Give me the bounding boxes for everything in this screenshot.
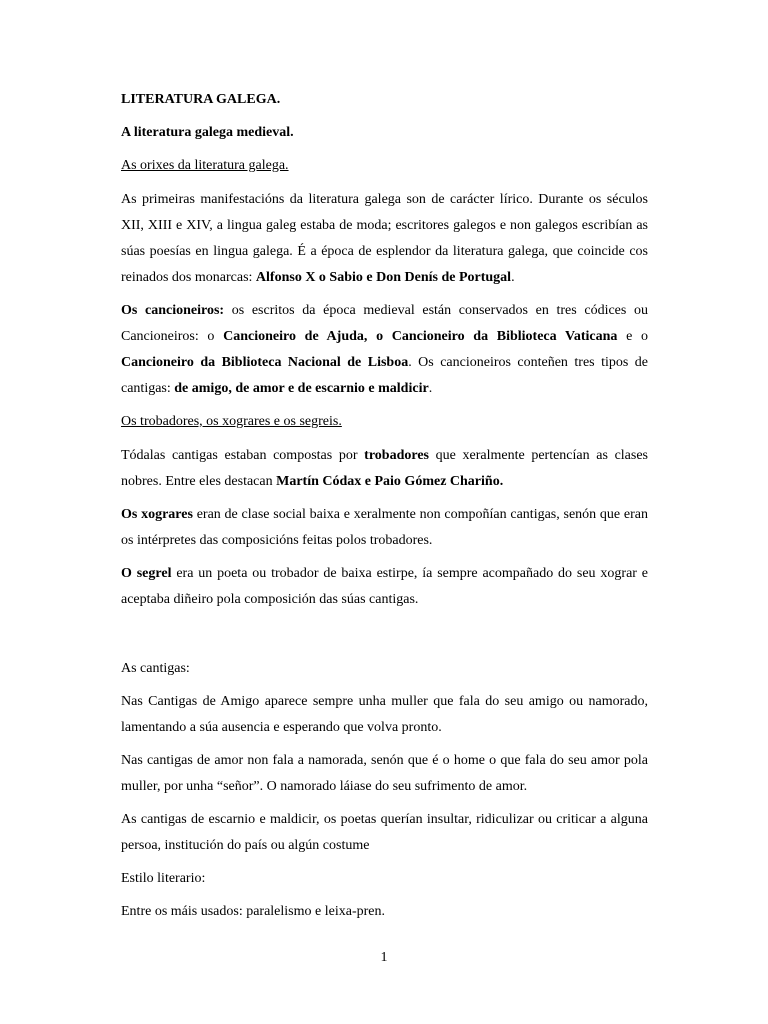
paragraph-xograres: [121, 502, 648, 554]
paragraph-origins: [121, 187, 648, 291]
paragraph-cantigas-amigo: Nas Cantigas de Amigo aparece sempre unha muller que fala do seu amigo ou namorado, lamentando a súa ausencia e esperando que volva pronto.: [121, 694, 648, 735]
paragraph-segrel: [121, 561, 648, 613]
cancioneiros-bold-1: Cancioneiro de Ajuda, o Cancioneiro da Biblioteca Vaticana: [223, 329, 618, 344]
page-number: 1: [380, 950, 388, 965]
segrel-lead: O segrel: [121, 566, 172, 581]
section-heading-origins: As orixes da literatura galega.: [121, 158, 289, 173]
cancioneiros-text-1: os escritos da época medieval están conservados en tres códices ou Cancioneiros: o: [121, 303, 648, 344]
paragraph-cantigas-amor: Nas cantigas de amor non fala a namorada, senón que é o home o que fala do seu amor pola muller, por unha “señor”. O namorado láiase do seu sufrimento de amor.: [121, 753, 648, 794]
section-heading-trobadores: Os trobadores, os xograres e os segreis.: [121, 414, 342, 429]
xograres-text: eran de clase social baixa e xeralmente non compoñían cantigas, senón que eran os intérpretes das composicións feitas polos trobadores.: [121, 507, 648, 548]
document-subtitle: [121, 120, 648, 146]
trobadores-bold-2: Martín Códax e Paio Gómez Chariño.: [276, 474, 504, 489]
cancioneiros-text-2: e o: [617, 329, 649, 344]
document-body: [121, 87, 648, 925]
trobadores-text-1: Tódalas cantigas estaban compostas por: [121, 448, 365, 463]
cancioneiros-end: .: [428, 381, 433, 396]
paragraph-estilo: Entre os máis usados: paralelismo e leixa-pren.: [121, 904, 385, 919]
trobadores-text-2: que xeralmente pertencían as clases nobres. Entre eles destacan: [121, 448, 648, 489]
paragraph-cancioneiros: [121, 298, 648, 402]
monarchs-names: Alfonso X o Sabio e Don Denís de Portugal: [255, 270, 512, 285]
section-heading-estilo: Estilo literario:: [121, 871, 206, 886]
subtitle-text: A literatura galega medieval.: [121, 125, 294, 140]
paragraph-trobadores: [121, 443, 648, 495]
segrel-text: era un poeta ou trobador de baixa estirpe, ía sempre acompañado do seu xograr e aceptaba diñeiro pola composición das súas cantigas.: [121, 566, 648, 607]
cancioneiros-lead: Os cancioneiros:: [121, 303, 225, 318]
paragraph-origins-text: As primeiras manifestacións da literatura galega son de carácter lírico. Durante os séculos XII, XIII e XIV, a lingua galeg estaba de moda; escritores galegos e non galegos escribían as súas poesías en lingua galega. É a época de esplendor da literatura galega, que coincide cos reinados dos monarcas:: [121, 192, 648, 285]
trobadores-bold-1: trobadores: [364, 448, 429, 463]
cancioneiros-text-3: . Os cancioneiros conteñen tres tipos de cantigas:: [121, 355, 648, 396]
paragraph-origins-end: .: [511, 270, 515, 285]
paragraph-cantigas-escarnio: As cantigas de escarnio e maldicir, os poetas querían insultar, ridiculizar ou criticar a alguna persoa, institución do país ou algún costume: [121, 812, 648, 853]
document-title: LITERATURA GALEGA.: [121, 92, 281, 107]
xograres-lead: Os xograres: [121, 507, 193, 522]
cancioneiros-bold-3: de amigo, de amor e de escarnio e maldicir: [174, 381, 429, 396]
cancioneiros-bold-2: Cancioneiro da Biblioteca Nacional de Lisboa: [121, 355, 409, 370]
section-heading-cantigas: As cantigas:: [121, 661, 190, 676]
